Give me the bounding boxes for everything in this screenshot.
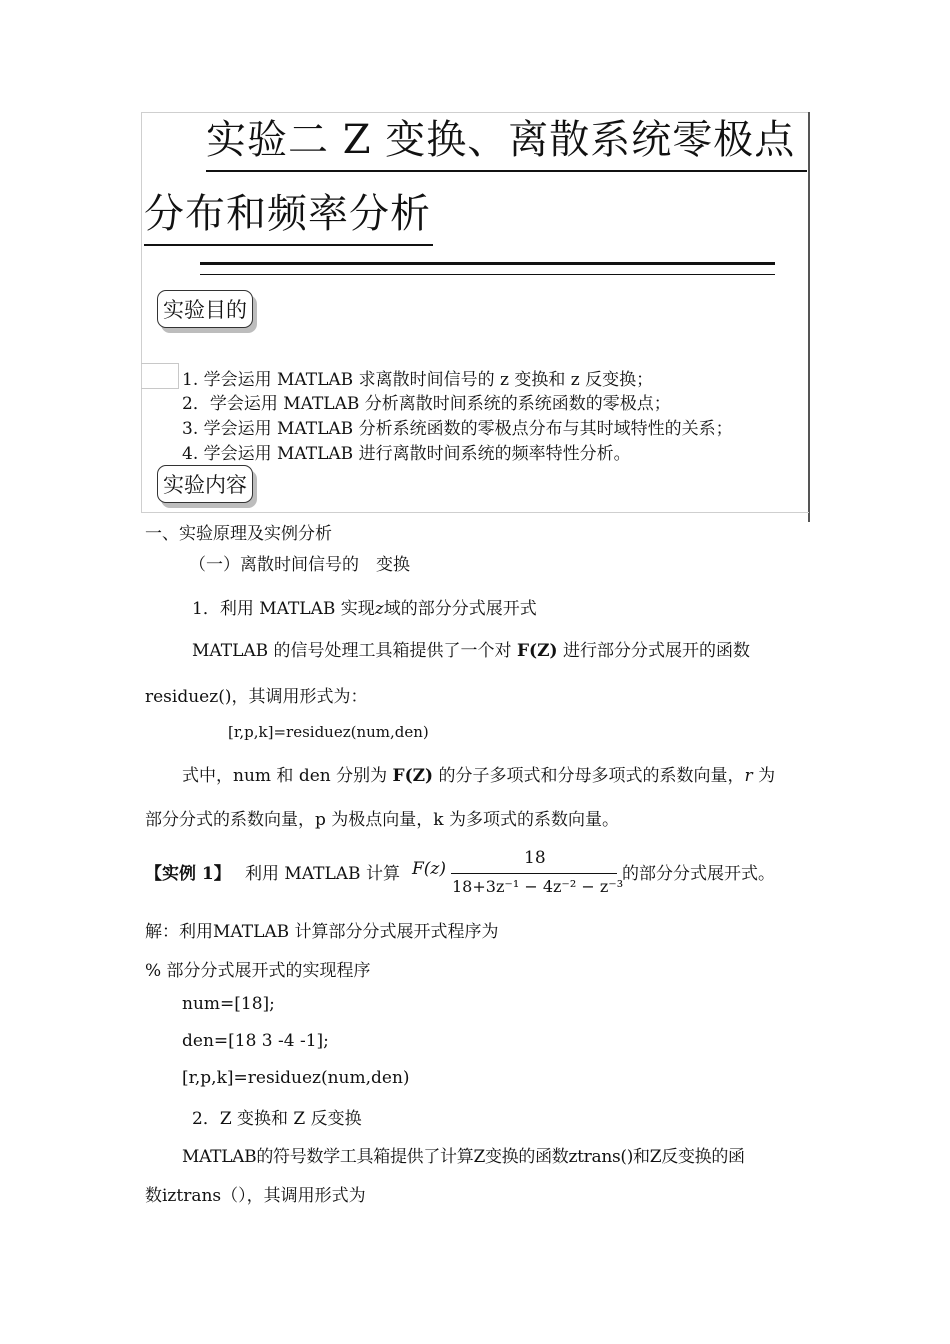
content-label: 实验内容	[157, 465, 253, 503]
code-line-den: den=[18 3 -4 -1];	[182, 1031, 329, 1051]
code-line-num: num=[18];	[182, 994, 275, 1014]
p2-text-fz: F(Z)	[392, 766, 434, 786]
title-underline-2	[144, 244, 433, 246]
example-text-b: 的部分分式展开式。	[622, 864, 775, 884]
title-line-1: 实验二 Z 变换、离散系统零极点	[206, 117, 796, 163]
example-text-a: 利用 MATLAB 计算	[245, 864, 400, 884]
p2-text-c: 的分子多项式和分母多项式的系数向量，	[438, 766, 745, 786]
frame-right-border	[808, 112, 810, 522]
heading-partial-fraction-post: 域的部分分式展开式	[383, 599, 537, 619]
p1-text-a: MATLAB 的信号处理工具箱提供了一个对	[192, 641, 512, 661]
purpose-label: 实验目的	[157, 290, 253, 328]
list-margin-box	[141, 363, 179, 389]
p2-text-a: 式中，num 和 den 分别为	[182, 766, 388, 786]
objective-item-3: 3. 学会运用 MATLAB 分析系统函数的零极点分布与其时域特性的关系；	[182, 419, 733, 439]
example-tag: 【实例 1】	[145, 864, 231, 884]
p1-text-fz: F(Z)	[516, 641, 558, 661]
paragraph-residuez-line-1	[192, 636, 750, 661]
p1-text-c: 进行部分分式展开的函数	[562, 641, 750, 661]
frame-left-border	[141, 112, 142, 512]
heading-discrete-transform: （一）离散时间信号的 变换	[189, 555, 410, 575]
fraction-numerator: 18	[524, 848, 546, 868]
paragraph-ztrans-line-1: MATLAB的符号数学工具箱提供了计算Z变换的函数ztrans()和Z反变换的函	[182, 1147, 745, 1167]
objective-item-2: 2．学会运用 MATLAB 分析离散时间系统的系统函数的零极点；	[182, 394, 671, 414]
paragraph-residuez-line-2: residuez()，其调用形式为：	[145, 687, 368, 707]
paragraph-ztrans-line-2: 数iztrans（），其调用形式为	[145, 1186, 366, 1206]
paragraph-params-line-2: 部分分式的系数向量，p 为极点向量，k 为多项式的系数向量。	[145, 810, 619, 830]
heading-partial-fraction-var: z	[374, 599, 384, 619]
heading-z-transform: 2．Z 变换和 Z 反变换	[192, 1109, 362, 1129]
code-line-residuez: [r,p,k]=residuez(num,den)	[182, 1068, 410, 1088]
code-residuez-call: [r,p,k]=residuez(num,den)	[228, 723, 429, 741]
code-comment: % 部分分式展开式的实现程序	[145, 961, 371, 981]
heading-partial-fraction-pre: 1．利用 MATLAB 实现	[192, 599, 375, 619]
double-rule-thick	[200, 262, 775, 265]
title-line-2: 分布和频率分析	[144, 191, 431, 237]
p2-text-e: 为	[758, 766, 776, 786]
example-fz: F(z)	[412, 859, 447, 879]
heading-principles: 一、实验原理及实例分析	[145, 524, 332, 544]
heading-partial-fraction	[192, 594, 537, 619]
p2-text-r: r	[744, 766, 753, 786]
paragraph-params-line-1	[182, 761, 775, 786]
solution-line: 解：利用MATLAB 计算部分分式展开式程序为	[145, 922, 499, 942]
title-underline-1	[206, 170, 807, 172]
objective-item-4: 4. 学会运用 MATLAB 进行离散时间系统的频率特性分析。	[182, 444, 631, 464]
objective-item-1: 1. 学会运用 MATLAB 求离散时间信号的 z 变换和 z 反变换；	[182, 370, 654, 390]
fraction-denominator: 18+3z⁻¹ − 4z⁻² − z⁻³	[452, 877, 624, 896]
fraction-bar	[451, 873, 617, 874]
frame-bottom-border	[141, 512, 809, 513]
double-rule-thin	[200, 274, 775, 275]
